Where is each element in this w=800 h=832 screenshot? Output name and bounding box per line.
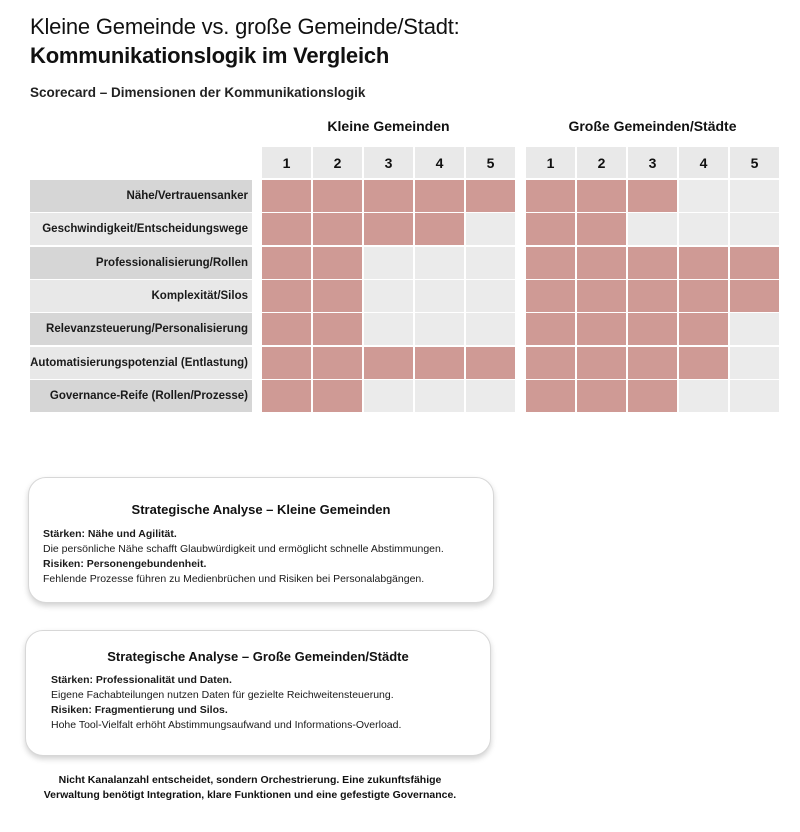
dimension-label: Geschwindigkeit/Entscheidungswege xyxy=(30,213,252,245)
score-cell-filled xyxy=(577,213,626,245)
score-cell-empty xyxy=(679,213,728,245)
score-cell-filled xyxy=(577,180,626,212)
score-cell-empty xyxy=(364,247,413,279)
card-title: Strategische Analyse – Kleine Gemeinden xyxy=(131,502,391,517)
score-cell-empty xyxy=(415,247,464,279)
conclusion-text xyxy=(30,773,470,803)
risks-text: Fehlende Prozesse führen zu Medienbrüchen und Risiken bei Personalabgängen. xyxy=(43,573,425,585)
score-cell-empty xyxy=(730,380,779,412)
score-cell-filled xyxy=(313,347,362,379)
score-cell-filled xyxy=(679,280,728,312)
score-cell-empty xyxy=(466,313,515,345)
dimension-label: Nähe/Vertrauensanker xyxy=(30,180,252,212)
score-cell-filled xyxy=(262,380,311,412)
score-cell-empty xyxy=(730,180,779,212)
score-cell-empty xyxy=(415,380,464,412)
scale-header-1: 1 xyxy=(262,147,311,178)
score-cell-filled xyxy=(364,347,413,379)
score-cell-filled xyxy=(466,180,515,212)
analysis-card-large-cities xyxy=(25,630,491,756)
score-cell-filled xyxy=(730,280,779,312)
score-cell-filled xyxy=(730,247,779,279)
strengths-label: Stärken: Professionalität und Daten. xyxy=(51,674,232,686)
score-cell-empty xyxy=(364,280,413,312)
score-cell-filled xyxy=(415,213,464,245)
score-cell-filled xyxy=(577,313,626,345)
score-cell-filled xyxy=(577,380,626,412)
score-cell-filled xyxy=(415,347,464,379)
score-cell-filled xyxy=(262,247,311,279)
dimension-label: Professionalisierung/Rollen xyxy=(30,247,252,279)
page-title-line-1: Kleine Gemeinde vs. große Gemeinde/Stadt: xyxy=(30,14,460,39)
score-cell-filled xyxy=(313,180,362,212)
strengths-label: Stärken: Nähe und Agilität. xyxy=(43,528,177,540)
score-cell-filled xyxy=(628,247,677,279)
dimension-label: Governance-Reife (Rollen/Prozesse) xyxy=(30,380,252,412)
scale-header-5: 5 xyxy=(730,147,779,178)
scale-header-2: 2 xyxy=(577,147,626,178)
score-cell-filled xyxy=(526,347,575,379)
dimension-label: Komplexität/Silos xyxy=(30,280,252,312)
score-cell-filled xyxy=(466,347,515,379)
score-cell-empty xyxy=(730,213,779,245)
scale-header-3: 3 xyxy=(628,147,677,178)
conclusion-line-2: Verwaltung benötigt Integration, klare Funktionen und eine gefestigte Governance. xyxy=(43,789,457,801)
risks-label: Risiken: Personengebundenheit. xyxy=(43,558,207,570)
score-cell-empty xyxy=(628,213,677,245)
dimension-label: Automatisierungspotenzial (Entlastung) xyxy=(30,347,252,379)
score-cell-filled xyxy=(526,247,575,279)
score-cell-filled xyxy=(577,347,626,379)
score-cell-filled xyxy=(262,313,311,345)
score-cell-filled xyxy=(364,180,413,212)
score-cell-filled xyxy=(415,180,464,212)
scale-header-5: 5 xyxy=(466,147,515,178)
score-cell-empty xyxy=(679,180,728,212)
scale-header-3: 3 xyxy=(364,147,413,178)
card-title: Strategische Analyse – Große Gemeinden/Städte xyxy=(107,649,409,664)
score-cell-filled xyxy=(526,313,575,345)
score-cell-empty xyxy=(364,380,413,412)
score-cell-filled xyxy=(577,280,626,312)
score-cell-filled xyxy=(679,347,728,379)
scale-header-4: 4 xyxy=(679,147,728,178)
scale-header-2: 2 xyxy=(313,147,362,178)
score-cell-empty xyxy=(466,247,515,279)
score-cell-filled xyxy=(679,247,728,279)
page-title-line-2: Kommunikationslogik im Vergleich xyxy=(30,43,390,68)
score-cell-filled xyxy=(526,280,575,312)
score-cell-empty xyxy=(466,213,515,245)
score-cell-filled xyxy=(313,280,362,312)
conclusion-line-1: Nicht Kanalanzahl entscheidet, sondern Orchestrierung. Eine zukunftsfähige xyxy=(58,774,442,786)
score-cell-filled xyxy=(577,247,626,279)
score-cell-filled xyxy=(313,247,362,279)
chart-subtitle: Scorecard – Dimensionen der Kommunikationslogik xyxy=(30,85,366,100)
score-cell-filled xyxy=(364,213,413,245)
dimension-label: Relevanzsteuerung/Personalisierung xyxy=(30,313,252,345)
score-cell-empty xyxy=(466,380,515,412)
group-header-small: Kleine Gemeinden xyxy=(327,118,450,134)
strengths-text: Die persönliche Nähe schafft Glaubwürdigkeit und ermöglicht schnelle Abstimmungen. xyxy=(43,543,444,555)
score-cell-empty xyxy=(415,280,464,312)
score-cell-empty xyxy=(466,280,515,312)
score-cell-empty xyxy=(730,313,779,345)
score-cell-filled xyxy=(262,180,311,212)
score-cell-filled xyxy=(628,380,677,412)
score-cell-filled xyxy=(313,380,362,412)
score-cell-filled xyxy=(262,347,311,379)
group-header-large: Große Gemeinden/Städte xyxy=(568,118,737,134)
score-cell-filled xyxy=(628,280,677,312)
analysis-card-small-communities xyxy=(28,477,494,603)
score-cell-filled xyxy=(313,313,362,345)
score-cell-filled xyxy=(628,180,677,212)
strengths-text: Eigene Fachabteilungen nutzen Daten für gezielte Reichweitensteuerung. xyxy=(51,689,394,701)
risks-text: Hohe Tool-Vielfalt erhöht Abstimmungsaufwand und Informations-Overload. xyxy=(51,719,402,731)
score-cell-filled xyxy=(313,213,362,245)
score-cell-empty xyxy=(364,313,413,345)
risks-label: Risiken: Fragmentierung und Silos. xyxy=(51,704,228,716)
score-cell-filled xyxy=(526,213,575,245)
score-cell-filled xyxy=(628,347,677,379)
score-cell-filled xyxy=(679,313,728,345)
score-cell-filled xyxy=(526,180,575,212)
score-cell-filled xyxy=(262,213,311,245)
scale-header-4: 4 xyxy=(415,147,464,178)
scale-header-1: 1 xyxy=(526,147,575,178)
score-cell-empty xyxy=(679,380,728,412)
score-cell-empty xyxy=(730,347,779,379)
score-cell-filled xyxy=(262,280,311,312)
score-cell-filled xyxy=(628,313,677,345)
score-cell-empty xyxy=(415,313,464,345)
score-cell-filled xyxy=(526,380,575,412)
